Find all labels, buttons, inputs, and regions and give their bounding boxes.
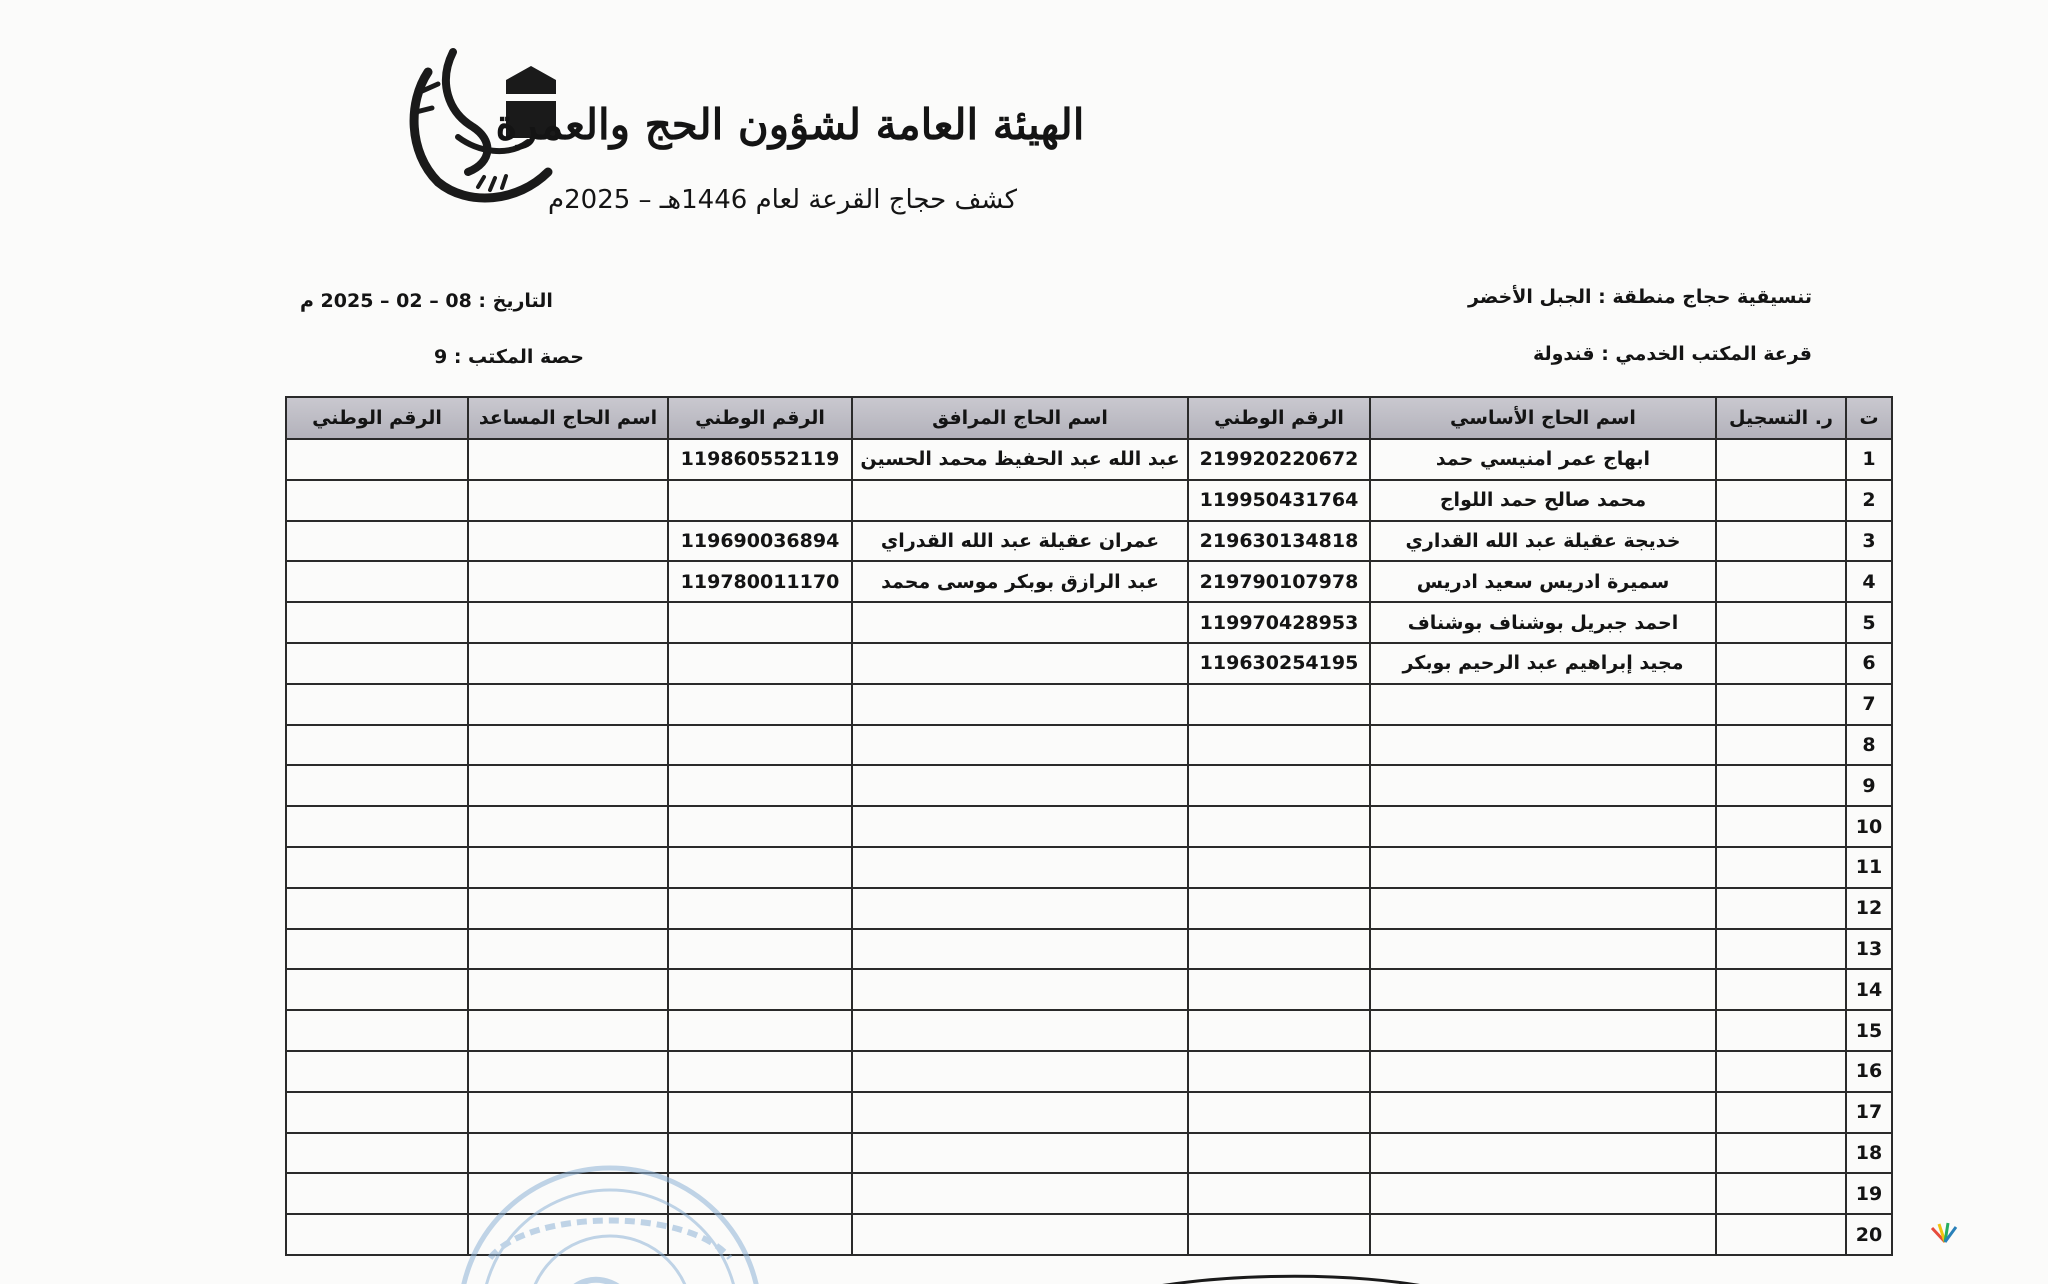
primary-id-cell: 119630254195: [1188, 643, 1370, 684]
registration-cell: [1716, 643, 1846, 684]
primary-name-cell: [1370, 806, 1716, 847]
primary-id-cell: [1188, 725, 1370, 766]
companion-id-cell: [668, 480, 852, 521]
companion-name-cell: [852, 929, 1188, 970]
assistant-name-cell: [468, 643, 668, 684]
assistant-id-cell: [286, 1092, 468, 1133]
page-title: الهيئة العامة لشؤون الحج والعمرة: [495, 100, 1085, 149]
row-index-cell: 5: [1846, 602, 1892, 643]
assistant-name-cell: [468, 480, 668, 521]
companion-name-cell: [852, 684, 1188, 725]
companion-name-cell: [852, 480, 1188, 521]
primary-id-cell: [1188, 1214, 1370, 1255]
row-index-cell: 3: [1846, 521, 1892, 562]
assistant-id-cell: [286, 439, 468, 480]
col-header-primary-id: الرقم الوطني: [1188, 397, 1370, 439]
table-row: [286, 480, 1892, 521]
row-index-cell: 4: [1846, 561, 1892, 602]
col-header-primary-name: اسم الحاج الأساسي: [1370, 397, 1716, 439]
primary-id-cell: 219630134818: [1188, 521, 1370, 562]
table-body: [286, 439, 1892, 1255]
primary-name-cell: ابهاج عمر امنيسي حمد: [1370, 439, 1716, 480]
primary-id-cell: [1188, 1173, 1370, 1214]
assistant-id-cell: [286, 480, 468, 521]
registration-cell: [1716, 684, 1846, 725]
row-index-cell: 12: [1846, 888, 1892, 929]
assistant-id-cell: [286, 1133, 468, 1174]
primary-id-cell: [1188, 1010, 1370, 1051]
primary-name-cell: مجيد إبراهيم عبد الرحيم بوبكر: [1370, 643, 1716, 684]
registration-cell: [1716, 480, 1846, 521]
assistant-id-cell: [286, 1051, 468, 1092]
assistant-name-cell: [468, 1010, 668, 1051]
companion-name-cell: عبد الرازق بوبكر موسى محمد: [852, 561, 1188, 602]
registration-cell: [1716, 929, 1846, 970]
table-row: [286, 602, 1892, 643]
row-index-cell: 1: [1846, 439, 1892, 480]
assistant-id-cell: [286, 765, 468, 806]
table-header-row: [286, 397, 1892, 439]
col-header-assistant-id: الرقم الوطني: [286, 397, 468, 439]
primary-id-cell: 119970428953: [1188, 602, 1370, 643]
table-row: [286, 1010, 1892, 1051]
primary-id-cell: [1188, 847, 1370, 888]
assistant-name-cell: [468, 1092, 668, 1133]
companion-id-cell: [668, 806, 852, 847]
assistant-id-cell: [286, 725, 468, 766]
primary-name-cell: خديجة عقيلة عبد الله القداري: [1370, 521, 1716, 562]
companion-id-cell: [668, 1051, 852, 1092]
companion-id-cell: [668, 1092, 852, 1133]
primary-id-cell: 119950431764: [1188, 480, 1370, 521]
assistant-id-cell: [286, 602, 468, 643]
primary-id-cell: [1188, 929, 1370, 970]
companion-name-cell: [852, 1051, 1188, 1092]
companion-name-cell: عمران عقيلة عبد الله القدراي: [852, 521, 1188, 562]
primary-id-cell: 219790107978: [1188, 561, 1370, 602]
row-index-cell: 17: [1846, 1092, 1892, 1133]
registration-cell: [1716, 969, 1846, 1010]
assistant-id-cell: [286, 1214, 468, 1255]
assistant-id-cell: [286, 521, 468, 562]
companion-name-cell: [852, 969, 1188, 1010]
table-row: [286, 1092, 1892, 1133]
companion-id-cell: [668, 1010, 852, 1051]
table-row: [286, 847, 1892, 888]
companion-id-cell: [668, 765, 852, 806]
registration-cell: [1716, 765, 1846, 806]
row-index-cell: 13: [1846, 929, 1892, 970]
assistant-id-cell: [286, 684, 468, 725]
assistant-name-cell: [468, 684, 668, 725]
primary-name-cell: [1370, 1214, 1716, 1255]
companion-id-cell: [668, 643, 852, 684]
registration-cell: [1716, 1214, 1846, 1255]
companion-name-cell: [852, 1010, 1188, 1051]
registration-cell: [1716, 561, 1846, 602]
row-index-cell: 2: [1846, 480, 1892, 521]
primary-name-cell: [1370, 1133, 1716, 1174]
assistant-name-cell: [468, 888, 668, 929]
row-index-cell: 10: [1846, 806, 1892, 847]
primary-id-cell: [1188, 684, 1370, 725]
colorful-fan-mark-icon: [1930, 1222, 1960, 1244]
companion-name-cell: [852, 806, 1188, 847]
primary-name-cell: [1370, 1010, 1716, 1051]
assistant-name-cell: [468, 521, 668, 562]
registration-cell: [1716, 602, 1846, 643]
primary-id-cell: [1188, 1051, 1370, 1092]
office-label: قرعة المكتب الخدمي : قندولة: [1532, 343, 1812, 365]
table-row: [286, 888, 1892, 929]
col-header-registration: ر. التسجيل: [1716, 397, 1846, 439]
row-index-cell: 14: [1846, 969, 1892, 1010]
table-row: [286, 643, 1892, 684]
row-index-cell: 20: [1846, 1214, 1892, 1255]
registration-cell: [1716, 521, 1846, 562]
companion-name-cell: [852, 1133, 1188, 1174]
assistant-id-cell: [286, 888, 468, 929]
companion-name-cell: [852, 1092, 1188, 1133]
row-index-cell: 6: [1846, 643, 1892, 684]
companion-id-cell: 119860552119: [668, 439, 852, 480]
primary-name-cell: [1370, 929, 1716, 970]
primary-id-cell: [1188, 888, 1370, 929]
row-index-cell: 15: [1846, 1010, 1892, 1051]
primary-name-cell: [1370, 684, 1716, 725]
row-index-cell: 19: [1846, 1173, 1892, 1214]
registration-cell: [1716, 888, 1846, 929]
companion-id-cell: [668, 929, 852, 970]
companion-id-cell: [668, 602, 852, 643]
col-header-assistant-name: اسم الحاج المساعد: [468, 397, 668, 439]
page-subtitle: كشف حجاج القرعة لعام 1446هـ – 2025م: [548, 185, 1017, 215]
assistant-id-cell: [286, 969, 468, 1010]
companion-id-cell: [668, 969, 852, 1010]
registration-cell: [1716, 1010, 1846, 1051]
assistant-id-cell: [286, 847, 468, 888]
assistant-name-cell: [468, 561, 668, 602]
primary-name-cell: [1370, 1051, 1716, 1092]
primary-id-cell: [1188, 969, 1370, 1010]
assistant-name-cell: [468, 725, 668, 766]
assistant-name-cell: [468, 929, 668, 970]
companion-name-cell: عبد الله عبد الحفيظ محمد الحسين: [852, 439, 1188, 480]
primary-name-cell: [1370, 888, 1716, 929]
companion-name-cell: [852, 643, 1188, 684]
assistant-id-cell: [286, 929, 468, 970]
table-row: [286, 684, 1892, 725]
primary-name-cell: احمد جبريل بوشناف بوشناف: [1370, 602, 1716, 643]
table-row: [286, 561, 1892, 602]
region-label: تنسيقية حجاج منطقة : الجبل الأخضر: [1468, 286, 1812, 308]
companion-id-cell: [668, 725, 852, 766]
companion-id-cell: 119690036894: [668, 521, 852, 562]
table-row: [286, 725, 1892, 766]
quota-label: حصة المكتب : 9: [434, 346, 584, 368]
assistant-name-cell: [468, 765, 668, 806]
assistant-id-cell: [286, 1173, 468, 1214]
table-row: [286, 1051, 1892, 1092]
table-row: [286, 806, 1892, 847]
registration-cell: [1716, 1133, 1846, 1174]
companion-name-cell: [852, 765, 1188, 806]
assistant-name-cell: [468, 847, 668, 888]
pilgrims-table: [285, 396, 1893, 1256]
primary-name-cell: [1370, 847, 1716, 888]
assistant-name-cell: [468, 439, 668, 480]
companion-name-cell: [852, 725, 1188, 766]
row-index-cell: 8: [1846, 725, 1892, 766]
companion-id-cell: [668, 684, 852, 725]
table-row: [286, 521, 1892, 562]
companion-id-cell: [668, 847, 852, 888]
primary-name-cell: [1370, 969, 1716, 1010]
col-header-index: ت: [1846, 397, 1892, 439]
registration-cell: [1716, 439, 1846, 480]
primary-name-cell: [1370, 725, 1716, 766]
companion-id-cell: 119780011170: [668, 561, 852, 602]
assistant-id-cell: [286, 806, 468, 847]
table-row: [286, 929, 1892, 970]
row-index-cell: 7: [1846, 684, 1892, 725]
assistant-name-cell: [468, 1051, 668, 1092]
primary-name-cell: محمد صالح حمد اللواج: [1370, 480, 1716, 521]
registration-cell: [1716, 806, 1846, 847]
assistant-name-cell: [468, 806, 668, 847]
registration-cell: [1716, 1092, 1846, 1133]
table-row: [286, 765, 1892, 806]
row-index-cell: 18: [1846, 1133, 1892, 1174]
assistant-id-cell: [286, 561, 468, 602]
primary-id-cell: [1188, 806, 1370, 847]
row-index-cell: 9: [1846, 765, 1892, 806]
primary-id-cell: [1188, 1092, 1370, 1133]
companion-name-cell: [852, 888, 1188, 929]
registration-cell: [1716, 1173, 1846, 1214]
assistant-name-cell: [468, 969, 668, 1010]
registration-cell: [1716, 1051, 1846, 1092]
companion-name-cell: [852, 1214, 1188, 1255]
primary-name-cell: [1370, 1092, 1716, 1133]
col-header-companion-name: اسم الحاج المرافق: [852, 397, 1188, 439]
official-seal-stamp-icon: [450, 1138, 760, 1284]
primary-name-cell: سميرة ادريس سعيد ادريس: [1370, 561, 1716, 602]
companion-name-cell: [852, 847, 1188, 888]
primary-name-cell: [1370, 765, 1716, 806]
row-index-cell: 16: [1846, 1051, 1892, 1092]
table-row: [286, 969, 1892, 1010]
row-index-cell: 11: [1846, 847, 1892, 888]
date-label: التاريخ : 08 – 02 – 2025 م: [300, 290, 553, 312]
assistant-name-cell: [468, 602, 668, 643]
col-header-companion-id: الرقم الوطني: [668, 397, 852, 439]
companion-name-cell: [852, 602, 1188, 643]
primary-id-cell: 219920220672: [1188, 439, 1370, 480]
registration-cell: [1716, 847, 1846, 888]
table-row: [286, 439, 1892, 480]
companion-id-cell: [668, 888, 852, 929]
registration-cell: [1716, 725, 1846, 766]
primary-id-cell: [1188, 765, 1370, 806]
assistant-id-cell: [286, 643, 468, 684]
primary-id-cell: [1188, 1133, 1370, 1174]
bottom-signature-stroke-icon: [1100, 1262, 1460, 1284]
primary-name-cell: [1370, 1173, 1716, 1214]
companion-name-cell: [852, 1173, 1188, 1214]
assistant-id-cell: [286, 1010, 468, 1051]
